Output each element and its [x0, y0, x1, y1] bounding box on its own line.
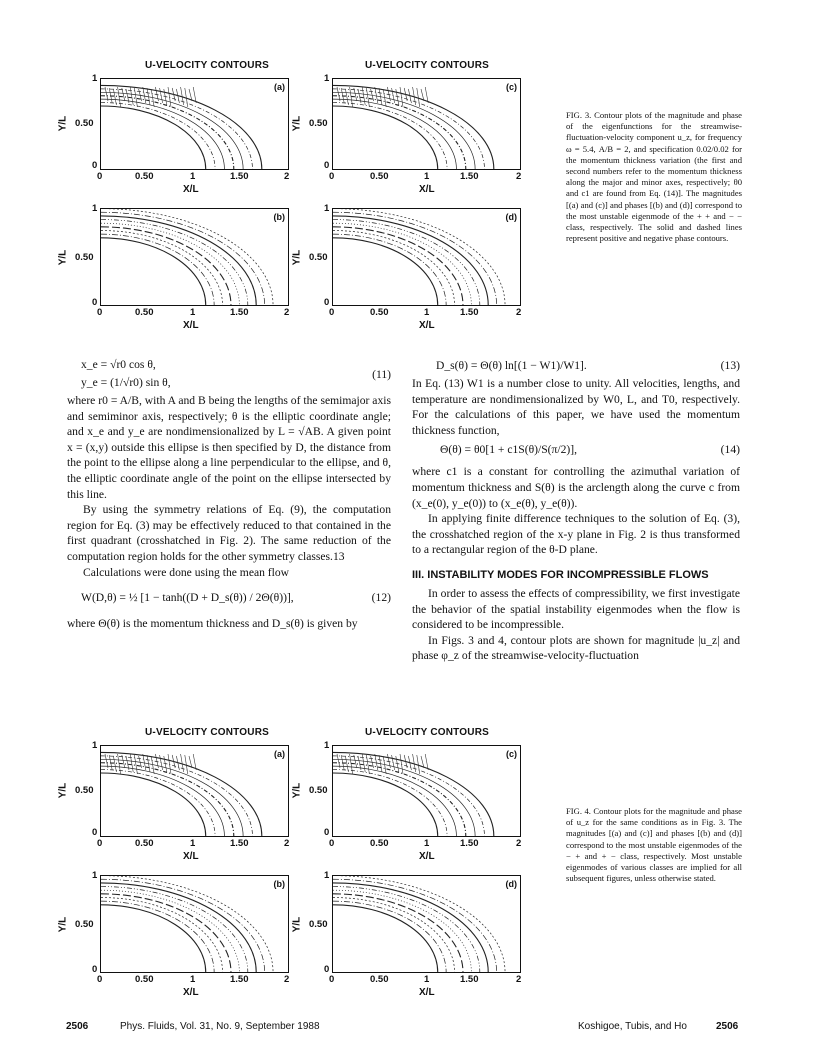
- contour-line: [333, 234, 446, 305]
- y-tick-0: 0: [92, 160, 98, 171]
- x-tick-2: 2: [284, 838, 290, 849]
- hatch-mark: [400, 754, 403, 774]
- contour-line: [333, 223, 471, 305]
- contour-plot: [332, 875, 521, 973]
- footer-journal: Phys. Fluids, Vol. 31, No. 9, September 1988: [120, 1021, 320, 1032]
- x-tick-0: 0: [329, 838, 335, 849]
- y-tick-050: 0.50: [309, 252, 328, 263]
- panel-title: U-VELOCITY CONTOURS: [145, 727, 269, 738]
- x-tick-150: 1.50: [460, 171, 479, 182]
- x-tick-1: 1: [424, 307, 430, 318]
- y-tick-1: 1: [324, 203, 330, 214]
- equation-12: [67, 580, 391, 616]
- paragraph: In Figs. 3 and 4, contour plots are shown for magnitude |u_z| and phase φ_z of the streamwise-velocity-fluctuation: [412, 633, 740, 663]
- fig4-panel-b: [55, 867, 305, 1007]
- contour-line: [333, 890, 471, 972]
- contour-line: [101, 223, 239, 305]
- y-tick-1: 1: [324, 870, 330, 881]
- y-tick-050: 0.50: [309, 919, 328, 930]
- y-tick-0: 0: [324, 297, 330, 308]
- y-tick-1: 1: [92, 203, 98, 214]
- fig3-panel-c: [285, 60, 535, 200]
- footer-page-left: 2506: [66, 1021, 89, 1032]
- y-tick-1: 1: [92, 73, 98, 84]
- x-tick-0: 0: [97, 171, 103, 182]
- hatch-mark: [130, 87, 133, 105]
- contour-line: [101, 887, 248, 972]
- paragraph: Calculations were done using the mean flow: [83, 565, 290, 579]
- equation-14-number: (14): [720, 443, 740, 457]
- y-tick-050: 0.50: [75, 919, 94, 930]
- y-tick-0: 0: [92, 297, 98, 308]
- contour-plot: [332, 78, 521, 170]
- hatch-mark: [122, 755, 125, 768]
- y-tick-050: 0.50: [75, 785, 94, 796]
- contour-lines: [101, 876, 288, 972]
- x-tick-150: 1.50: [230, 171, 249, 182]
- hatch-mark: [354, 88, 357, 101]
- panel-label: (d): [505, 879, 517, 889]
- contour-lines: [101, 746, 288, 836]
- equation-11b: [67, 368, 391, 393]
- left-column: [67, 357, 391, 632]
- right-column: [412, 358, 740, 664]
- x-axis-label: X/L: [183, 184, 199, 195]
- figure-3-caption: FIG. 3. Contour plots of the magnitude and phase of the eigenfunctions for the streamwise-fluctuation-velocity component u_z, for frequency ω = 5.4, A/B = 2, and specification 0.02/0.02 for the momentum thickness variation (the first and second numbers refer to the momentum thickness along the major and minor axes, respectively; θ0 and c1 are found from Eq. (14)]. The magnitudes [(a) and (c)] and phases [(b) and (d)] correspond to the most unstable eigenmode of the + + and − − class, respectively. The solid and dashed lines represent positive and negative phase contours.: [566, 110, 742, 244]
- contour-lines: [333, 746, 520, 836]
- x-axis-label: X/L: [419, 987, 435, 998]
- x-tick-0: 0: [329, 307, 335, 318]
- x-tick-0: 0: [97, 307, 103, 318]
- y-tick-0: 0: [324, 160, 330, 171]
- y-axis-label: Y/L: [291, 249, 303, 266]
- x-tick-2: 2: [284, 974, 290, 985]
- x-axis-label: X/L: [183, 851, 199, 862]
- contour-lines: [333, 79, 520, 169]
- contour-line: [101, 752, 262, 836]
- contour-line: [101, 85, 262, 169]
- panel-label: (c): [506, 82, 517, 92]
- y-tick-1: 1: [92, 870, 98, 881]
- contour-line: [101, 756, 252, 836]
- y-tick-0: 0: [324, 827, 330, 838]
- x-tick-2: 2: [284, 307, 290, 318]
- contour-plot: [332, 745, 521, 837]
- contour-line: [101, 89, 252, 169]
- x-axis-label: X/L: [419, 184, 435, 195]
- hatch-mark: [345, 89, 348, 105]
- x-tick-150: 1.50: [460, 974, 479, 985]
- y-tick-050: 0.50: [309, 785, 328, 796]
- x-tick-050: 0.50: [370, 171, 389, 182]
- x-axis-label: X/L: [183, 320, 199, 331]
- panel-title: U-VELOCITY CONTOURS: [145, 60, 269, 71]
- contour-line: [333, 85, 494, 169]
- paragraph: In applying finite difference techniques to the solution of Eq. (3), the crosshatched region of the x-y plane in Fig. 2 is thus transformed to a rectangular region of the θ-D plane.: [412, 512, 740, 557]
- x-tick-1: 1: [190, 307, 196, 318]
- panel-label: (a): [274, 749, 285, 759]
- paragraph: In order to assess the effects of compressibility, we first investigate the behavior of the spatial instability eigenmodes when the flow is considered to be incompressible.: [412, 586, 740, 632]
- x-tick-1: 1: [424, 171, 430, 182]
- equation-14: [412, 442, 740, 460]
- contour-line: [333, 89, 484, 169]
- contour-line: [333, 756, 484, 836]
- hatch-mark: [160, 88, 163, 103]
- x-axis-label: X/L: [183, 987, 199, 998]
- paragraph: By using the symmetry relations of Eq. (9), the computation region for Eq. (3) may be effectively reduced to that contained in the first quadrant (crosshatched in Fig. 2). The same reduction of the computation region holds for the other symmetry classes.13: [67, 503, 391, 563]
- x-tick-050: 0.50: [135, 838, 154, 849]
- contour-line: [333, 752, 494, 836]
- contour-line: [101, 212, 265, 305]
- fig3-panel-b: [55, 200, 305, 340]
- footer-page-right: 2506: [716, 1021, 739, 1032]
- contour-lines: [101, 209, 288, 305]
- x-tick-0: 0: [329, 974, 335, 985]
- panel-label: (c): [506, 749, 517, 759]
- x-tick-050: 0.50: [135, 974, 154, 985]
- hatch-mark: [362, 87, 365, 105]
- y-axis-label: Y/L: [57, 115, 69, 132]
- y-tick-0: 0: [92, 827, 98, 838]
- paragraph: In Eq. (13) W1 is a number close to unity. All velocities, lengths, and temperature are nondimensionalized by W0, L, and T0, respectively. For the calculations of this paper, we have used the momentum thickness function,: [412, 377, 740, 437]
- fig3-panel-d: [285, 200, 535, 340]
- panel-title: U-VELOCITY CONTOURS: [365, 60, 489, 71]
- x-tick-1: 1: [424, 974, 430, 985]
- contour-line: [101, 876, 273, 972]
- hatch-mark: [375, 87, 378, 103]
- hatch-mark: [113, 756, 116, 772]
- contour-line: [101, 99, 224, 169]
- contour-line: [333, 879, 497, 972]
- contour-plot: [100, 875, 289, 973]
- panel-label: (d): [505, 212, 517, 222]
- hatch-mark: [345, 756, 348, 772]
- contour-line: [101, 901, 214, 972]
- equation-11-line-2: y_e = (1/√r0) sin θ,: [81, 376, 171, 389]
- contour-line: [101, 766, 224, 836]
- paragraph: where c1 is a constant for controlling the azimuthal variation of momentum thickness and S(θ) is the arclength along the curve c from (x_e(0), y_e(0)) to (x_e(θ), y_e(θ)).: [412, 465, 740, 510]
- contour-plot: [100, 208, 289, 306]
- x-axis-label: X/L: [419, 851, 435, 862]
- x-tick-0: 0: [97, 974, 103, 985]
- y-axis-label: Y/L: [57, 782, 69, 799]
- x-tick-1: 1: [190, 838, 196, 849]
- hatch-mark: [362, 754, 365, 772]
- equation-13-body: D_s(θ) = Θ(θ) ln[(1 − W1)/W1].: [436, 359, 587, 372]
- x-tick-150: 1.50: [230, 974, 249, 985]
- paragraph: where r0 = A/B, with A and B being the lengths of the semimajor axis and semiminor axis, respectively; θ is the elliptic coordinate angle; and x_e and y_e are nondimensionalized by L = √AB. A given point x = (x,y) outside this ellipse is then specified by D, the distance from the point to the ellipse along a line perpendicular to the ellipse, and θ, the elliptic coordinate angle of the point on the ellipse intersected by this line.: [67, 394, 391, 501]
- contour-plot: [100, 78, 289, 170]
- y-tick-1: 1: [324, 740, 330, 751]
- y-axis-label: Y/L: [291, 115, 303, 132]
- contour-line: [333, 773, 438, 836]
- contour-line: [101, 220, 248, 305]
- contour-line: [101, 879, 265, 972]
- y-tick-0: 0: [92, 964, 98, 975]
- contour-line: [333, 99, 456, 169]
- x-tick-2: 2: [284, 171, 290, 182]
- x-tick-0: 0: [329, 171, 335, 182]
- contour-lines: [333, 876, 520, 972]
- x-tick-050: 0.50: [370, 307, 389, 318]
- hatch-mark: [168, 87, 171, 107]
- contour-line: [333, 209, 505, 305]
- x-tick-2: 2: [516, 838, 522, 849]
- equation-13: [412, 358, 740, 376]
- equation-11-line-1: x_e = √r0 cos θ,: [81, 358, 156, 371]
- contour-line: [101, 773, 206, 836]
- hatch-mark: [130, 754, 133, 772]
- x-tick-1: 1: [190, 974, 196, 985]
- equation-13-number: (13): [720, 359, 740, 372]
- hatch-mark: [143, 754, 146, 770]
- equation-14-body: Θ(θ) = θ0[1 + c1S(θ)/S(π/2)],: [440, 443, 578, 457]
- y-tick-1: 1: [324, 73, 330, 84]
- equation-11-number: (11): [372, 368, 391, 381]
- x-tick-0: 0: [97, 838, 103, 849]
- contour-line: [101, 106, 206, 169]
- fig4-panel-a: [55, 727, 305, 867]
- x-tick-050: 0.50: [135, 307, 154, 318]
- hatch-mark: [400, 87, 403, 107]
- x-tick-050: 0.50: [370, 974, 389, 985]
- hatch-mark: [375, 754, 378, 770]
- y-tick-050: 0.50: [75, 252, 94, 263]
- contour-line: [333, 212, 497, 305]
- contour-line: [101, 209, 273, 305]
- hatch-mark: [392, 88, 395, 103]
- x-tick-1: 1: [190, 171, 196, 182]
- x-tick-2: 2: [516, 171, 522, 182]
- x-tick-050: 0.50: [370, 838, 389, 849]
- x-tick-150: 1.50: [230, 307, 249, 318]
- x-tick-050: 0.50: [135, 171, 154, 182]
- hatch-mark: [113, 89, 116, 105]
- paragraph: where Θ(θ) is the momentum thickness and D_s(θ) is given by: [67, 617, 358, 631]
- y-axis-label: Y/L: [291, 916, 303, 933]
- contour-line: [333, 887, 480, 972]
- hatch-mark: [354, 755, 357, 768]
- y-axis-label: Y/L: [57, 916, 69, 933]
- y-tick-050: 0.50: [309, 118, 328, 129]
- hatch-mark: [122, 88, 125, 101]
- y-axis-label: Y/L: [57, 249, 69, 266]
- equation-12-number: (12): [371, 591, 391, 605]
- equation-12-body: W(D,θ) = ½ [1 − tanh((D + D_s(θ)) / 2Θ(θ))],: [81, 591, 294, 605]
- section-heading: III. INSTABILITY MODES FOR INCOMPRESSIBLE FLOWS: [412, 568, 709, 581]
- footer-authors: Koshigoe, Tubis, and Ho: [578, 1021, 687, 1032]
- y-tick-0: 0: [324, 964, 330, 975]
- x-tick-150: 1.50: [230, 838, 249, 849]
- contour-line: [101, 234, 214, 305]
- contour-plot: [332, 208, 521, 306]
- contour-line: [333, 876, 505, 972]
- contour-line: [101, 890, 239, 972]
- x-axis-label: X/L: [419, 320, 435, 331]
- hatch-mark: [143, 87, 146, 103]
- figure-4-caption: FIG. 4. Contour plots for the magnitude and phase of u_z for the same conditions as in Fig. 3. The magnitudes [(a) and (c)] and phases [(b) and (d)] correspond to the most unstable eigenmodes of the − + and + − class, respectively. Most unstable eigenmodes of various classes are implied for all subsequent figures, unless otherwise stated.: [566, 806, 742, 884]
- fig4-panel-c: [285, 727, 535, 867]
- panel-label: (b): [273, 212, 285, 222]
- contour-line: [333, 106, 438, 169]
- contour-lines: [333, 209, 520, 305]
- contour-line: [333, 901, 446, 972]
- x-tick-2: 2: [516, 974, 522, 985]
- hatch-mark: [168, 754, 171, 774]
- equation-11: [67, 357, 391, 375]
- x-tick-2: 2: [516, 307, 522, 318]
- y-axis-label: Y/L: [291, 782, 303, 799]
- panel-label: (b): [273, 879, 285, 889]
- hatch-mark: [392, 755, 395, 770]
- contour-line: [333, 766, 456, 836]
- contour-line: [333, 220, 480, 305]
- x-tick-1: 1: [424, 838, 430, 849]
- contour-lines: [101, 79, 288, 169]
- hatch-mark: [160, 755, 163, 770]
- fig3-panel-a: [55, 60, 305, 200]
- x-tick-150: 1.50: [460, 838, 479, 849]
- fig4-panel-d: [285, 867, 535, 1007]
- panel-label: (a): [274, 82, 285, 92]
- panel-title: U-VELOCITY CONTOURS: [365, 727, 489, 738]
- y-tick-050: 0.50: [75, 118, 94, 129]
- y-tick-1: 1: [92, 740, 98, 751]
- x-tick-150: 1.50: [460, 307, 479, 318]
- contour-plot: [100, 745, 289, 837]
